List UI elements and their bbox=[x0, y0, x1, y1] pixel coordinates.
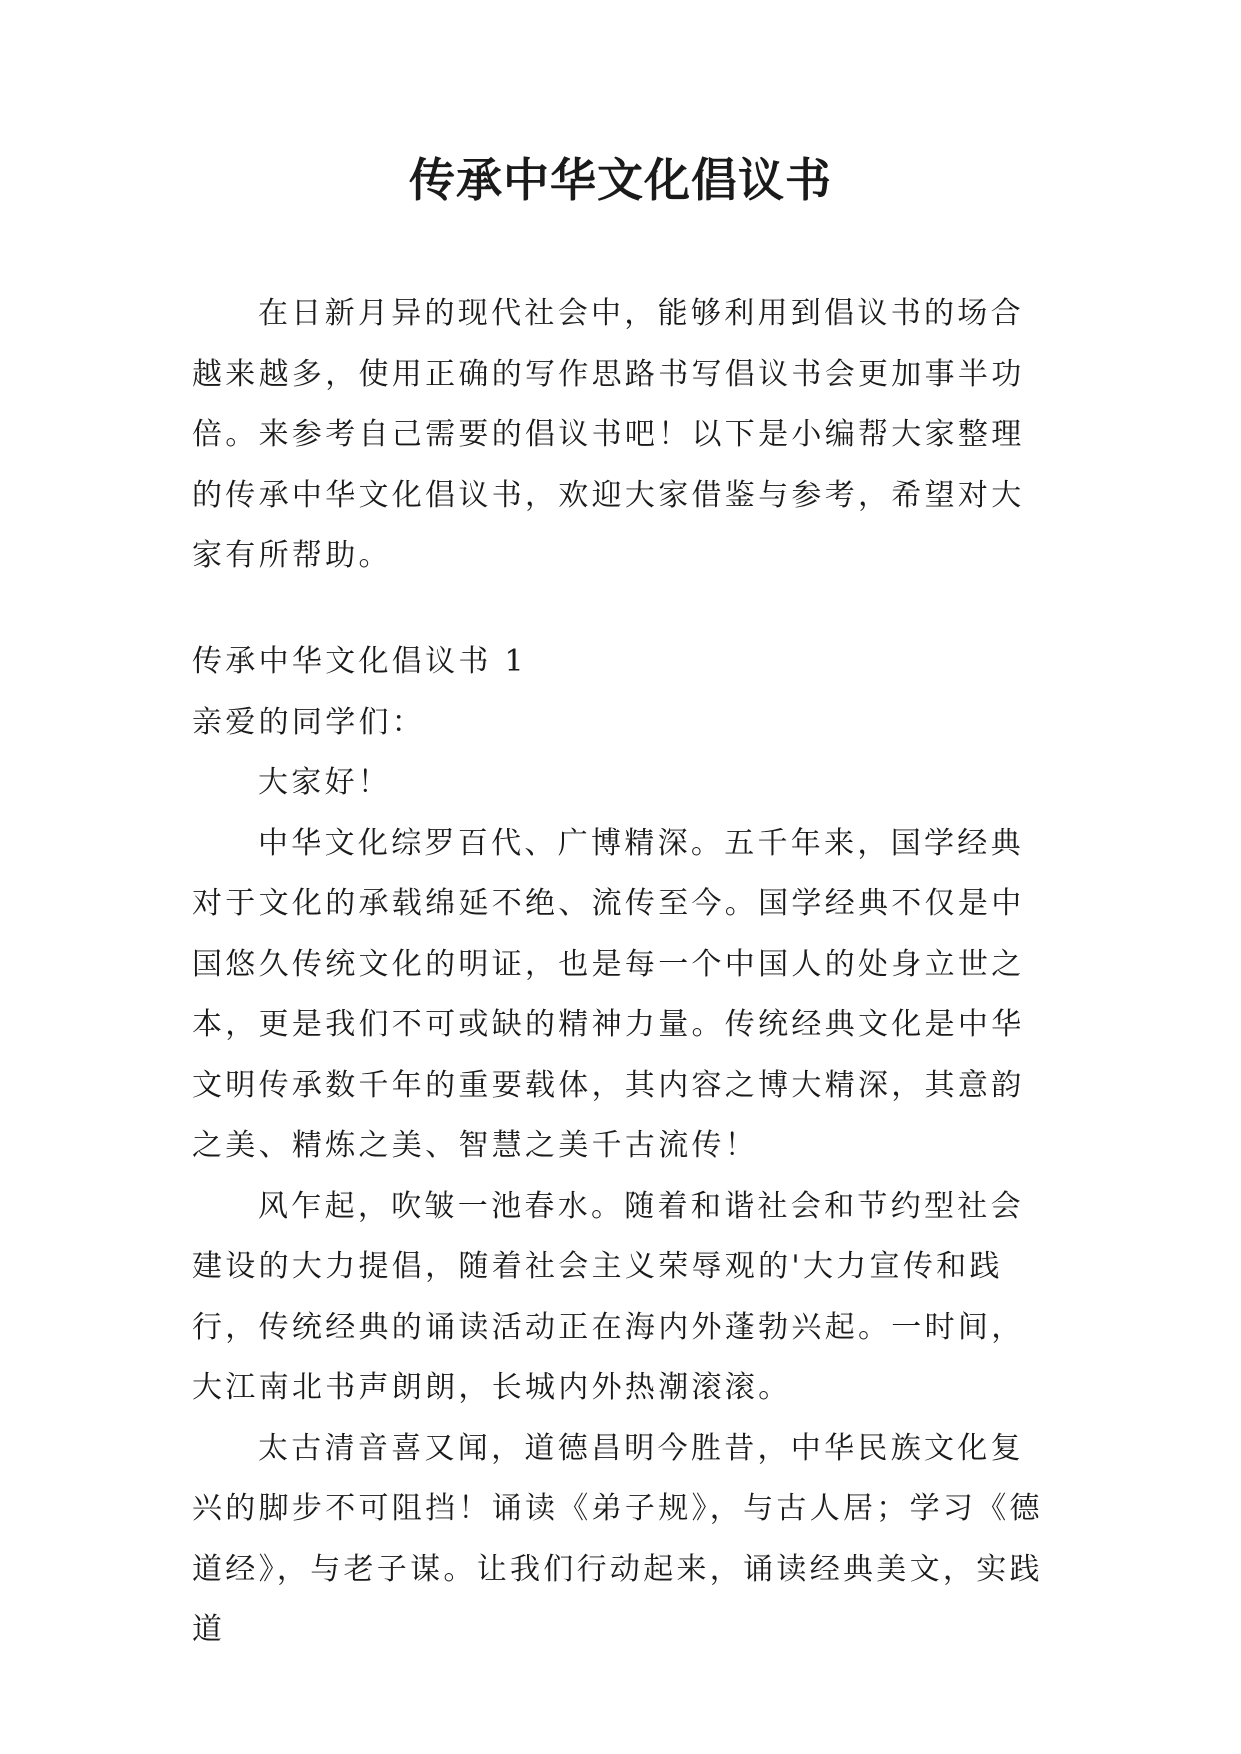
body-paragraph-2: 风乍起，吹皱一池春水。随着和谐社会和节约型社会建设的大力提倡，随着社会主义荣辱观的'大力宣传和践行，传统经典的诵读活动正在海内外蓬勃兴起。一时间，大江南北书声朗朗，长城内外热潮滚滚。 bbox=[192, 1188, 1025, 1405]
body-paragraph-1: 中华文化综罗百代、广博精深。五千年来，国学经典对于文化的承载绵延不绝、流传至今。国学经典不仅是中国悠久传统文化的明证，也是每一个中国人的处身立世之本，更是我们不可或缺的精神力量。传统经典文化是中华文明传承数千年的重要载体，其内容之博大精深，其意韵之美、精炼之美、智慧之美千古流传！ bbox=[192, 825, 1025, 1163]
section-heading: 传承中华文化倡议书 1 bbox=[192, 644, 527, 679]
salutation: 亲爱的同学们： bbox=[192, 704, 426, 740]
intro-section bbox=[192, 284, 1054, 587]
greeting: 大家好！ bbox=[258, 765, 392, 800]
letter-section bbox=[192, 632, 1054, 1661]
intro-paragraph: 在日新月异的现代社会中，能够利用到倡议书的场合越来越多，使用正确的写作思路书写倡议书会更加事半功倍。来参考自己需要的倡议书吧！以下是小编帮大家整理的传承中华文化倡议书，欢迎大家借鉴与参考，希望对大家有所帮助。 bbox=[192, 296, 1025, 573]
document-title: 传承中华文化倡议书 bbox=[409, 153, 832, 207]
body-paragraph-3: 太古清音喜又闻，道德昌明今胜昔，中华民族文化复兴的脚步不可阻挡！诵读《弟子规》，与古人居；学习《德道经》，与老子谋。让我们行动起来，诵读经典美文，实践道 bbox=[192, 1430, 1043, 1647]
